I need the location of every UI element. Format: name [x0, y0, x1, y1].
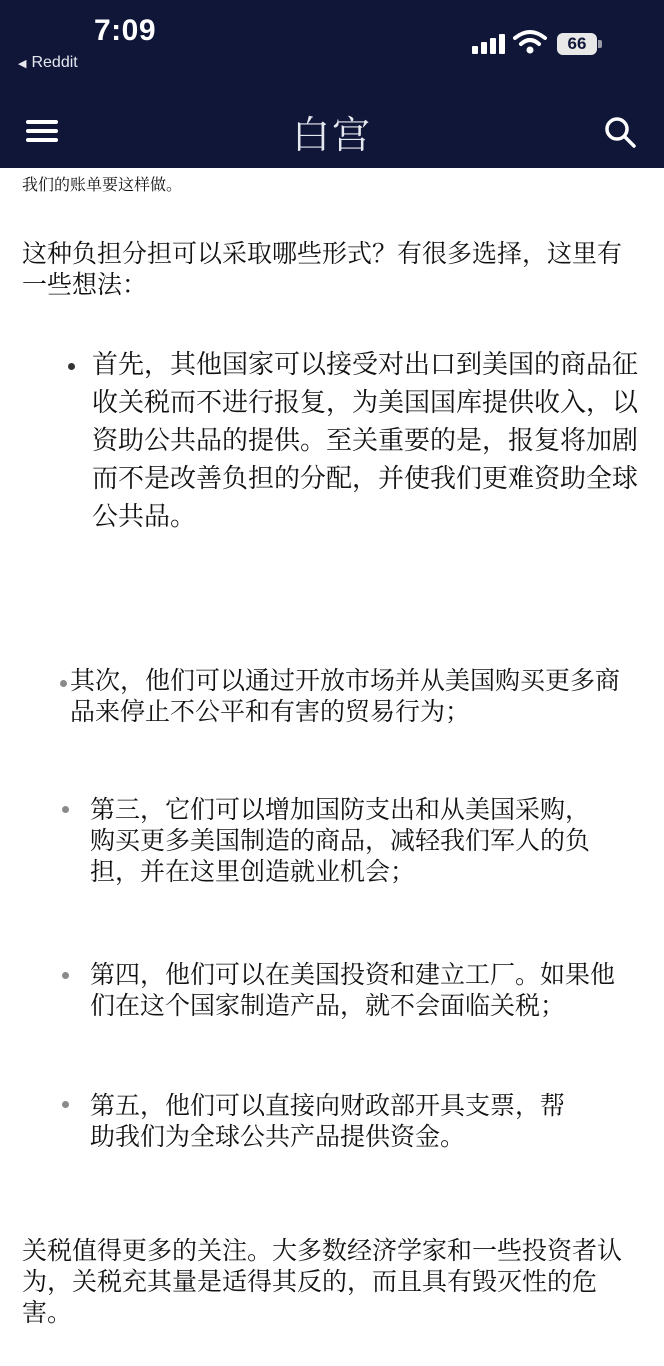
- back-arrow-icon: ◀: [18, 58, 27, 70]
- bullet-dot-4: [62, 972, 69, 979]
- intro-paragraph: 这种负担分担可以采取哪些形式？有很多选择，这里有一些想法：: [22, 239, 623, 299]
- list-item-1: [92, 346, 640, 536]
- search-icon[interactable]: [602, 114, 638, 150]
- list-item-5: [90, 1090, 570, 1152]
- bullet-dot-2: [60, 680, 67, 687]
- bullet-dot-1: [68, 363, 75, 370]
- bullet-text-5: 第五，他们可以直接向财政部开具支票，帮助我们为全球公共产品提供资金。: [90, 1091, 566, 1151]
- status-time: 7:09: [94, 14, 157, 47]
- bullet-text-1: 首先，其他国家可以接受对出口到美国的商品征收关税而不进行报复，为美国国库提供收入，以资助公共品的提供。至关重要的是，报复将加剧而不是改善负担的分配，并使我们更难资助全球公共品。: [92, 350, 639, 532]
- back-app-label: Reddit: [31, 54, 78, 71]
- closing-paragraph: 关税值得更多的关注。大多数经济学家和一些投资者认为，关税充其量是适得其反的，而且具有毁灭性的危害。: [22, 1236, 623, 1327]
- app-header: [0, 0, 664, 168]
- battery-tip: [598, 40, 602, 48]
- page-title: 白宫: [291, 113, 372, 157]
- bullet-dot-5: [62, 1101, 69, 1108]
- article-top-line: 我们的账单要这样做。: [22, 175, 183, 194]
- battery-level: 66: [567, 34, 587, 53]
- article-body: [0, 168, 664, 1366]
- cellular-signal-icon: [472, 32, 508, 54]
- list-item-3: [90, 794, 608, 887]
- bullet-text-3: 第三，它们可以增加国防支出和从美国采购，购买更多美国制造的商品，减轻我们军人的负担，并在这里创造就业机会；: [90, 795, 591, 886]
- bullet-text-4: 第四，他们可以在美国投资和建立工厂。如果他们在这个国家制造产品，就不会面临关税；: [90, 960, 616, 1020]
- list-item-4: [90, 959, 630, 1021]
- back-to-reddit-link[interactable]: [18, 54, 78, 72]
- list-item-2: [70, 665, 630, 727]
- bullet-dot-3: [62, 806, 69, 813]
- wifi-icon: [512, 28, 548, 56]
- bullet-text-2: 其次，他们可以通过开放市场并从美国购买更多商品来停止不公平和有害的贸易行为；: [70, 666, 621, 726]
- battery-icon: [557, 33, 597, 55]
